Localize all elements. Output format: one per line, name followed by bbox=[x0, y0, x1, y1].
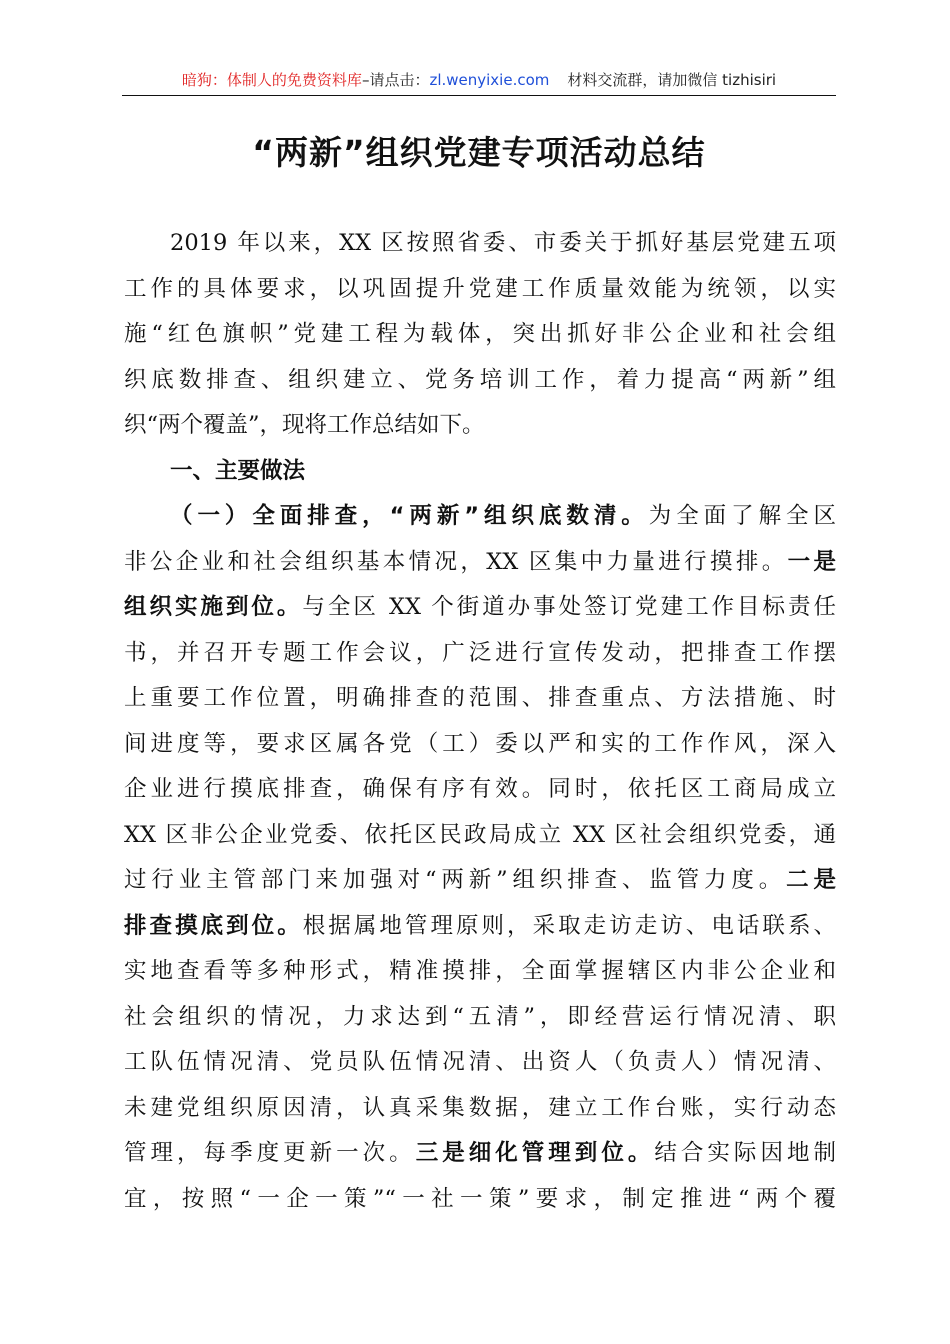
body-text: 根据属地管理原则，采取走访走访、电话联系、 bbox=[302, 912, 836, 939]
text-line: 织“两个覆盖”，现将工作总结如下。 bbox=[124, 412, 485, 438]
text-line bbox=[124, 540, 836, 586]
text-line bbox=[124, 858, 836, 904]
text-line: 社会组织的情况，力求达到“五清”，即经营运行情况清、职 bbox=[124, 1003, 836, 1030]
paragraph-intro bbox=[124, 221, 836, 449]
body-text: 过行业主管部门来加强对“两新”组织排查、监管力度。 bbox=[124, 867, 787, 893]
text-line: XX 区非公企业党委、依托区民政局成立 XX 区社会组织党委，通 bbox=[124, 821, 836, 848]
text-line: 2019 年以来，XX 区按照省委、市委关于抓好基层党建五项 bbox=[170, 230, 836, 256]
text-line: 工作的具体要求，以巩固提升党建工作质量效能为统领，以实 bbox=[124, 275, 836, 302]
body-text: 结合实际因地制 bbox=[654, 1140, 836, 1166]
header-divider bbox=[122, 95, 836, 96]
document-title: “两新”组织党建专项活动总结 bbox=[252, 133, 706, 172]
body-text: 与全区 XX 个街道办事处签订党建工作目标责任 bbox=[302, 594, 836, 620]
header-click-prompt: –请点击： bbox=[361, 71, 430, 89]
header-site-name: 暗狗：体制人的免费资料库 bbox=[181, 71, 362, 89]
page-header bbox=[122, 66, 836, 94]
body-text: 为全面了解全区 bbox=[648, 503, 836, 529]
emphasis-text: 排查摸底到位。 bbox=[124, 912, 303, 939]
text-line: 施“红色旗帜”党建工程为载体，突出抓好非公企业和社会组 bbox=[124, 321, 836, 347]
text-line: 上重要工作位置，明确排查的范围、排查重点、方法措施、时 bbox=[124, 685, 836, 711]
text-line bbox=[124, 494, 836, 540]
text-line: 实地查看等多种形式，精准摸排，全面掌握辖区内非公企业和 bbox=[124, 958, 836, 984]
emphasis-text: 三是细化管理到位。 bbox=[415, 1140, 655, 1166]
header-wechat-note: 材料交流群，请加微信 tizhisiri bbox=[567, 71, 777, 89]
text-line: 书，并召开专题工作会议，广泛进行宣传发动，把排查工作摆 bbox=[124, 639, 836, 666]
text-line: 工队伍情况清、党员队伍情况清、出资人（负责人）情况清、 bbox=[124, 1049, 836, 1075]
document-body bbox=[124, 221, 836, 1222]
header-url-link[interactable]: zl.wenyixie.com bbox=[429, 71, 550, 89]
text-line: 间进度等，要求区属各党（工）委以严和实的工作作风，深入 bbox=[124, 730, 836, 757]
text-line: 未建党组织原因清，认真采集数据，建立工作台账，实行动态 bbox=[124, 1094, 836, 1121]
section-heading: 一、主要做法 bbox=[170, 457, 306, 484]
emphasis-text: 组织实施到位。 bbox=[124, 594, 303, 620]
emphasis-text: 一是 bbox=[787, 548, 836, 575]
body-text: 管理，每季度更新一次。 bbox=[124, 1140, 416, 1166]
subheading-text: （一）全面排查，“两新”组织底数清。 bbox=[170, 503, 649, 529]
text-line bbox=[124, 585, 836, 631]
text-line bbox=[124, 1131, 836, 1177]
text-line: 织底数排查、组织建立、党务培训工作，着力提高“两新”组 bbox=[124, 366, 836, 393]
text-line: 宜，按照“一企一策”“一社一策”要求，制定推进“两个覆 bbox=[124, 1185, 836, 1212]
body-text: 非公企业和社会组织基本情况，XX 区集中力量进行摸排。 bbox=[124, 548, 788, 575]
emphasis-text: 二是 bbox=[786, 867, 836, 893]
text-line: 企业进行摸底排查，确保有序有效。同时，依托区工商局成立 bbox=[124, 776, 836, 802]
paragraph-main bbox=[124, 494, 836, 1222]
text-line bbox=[124, 904, 836, 950]
